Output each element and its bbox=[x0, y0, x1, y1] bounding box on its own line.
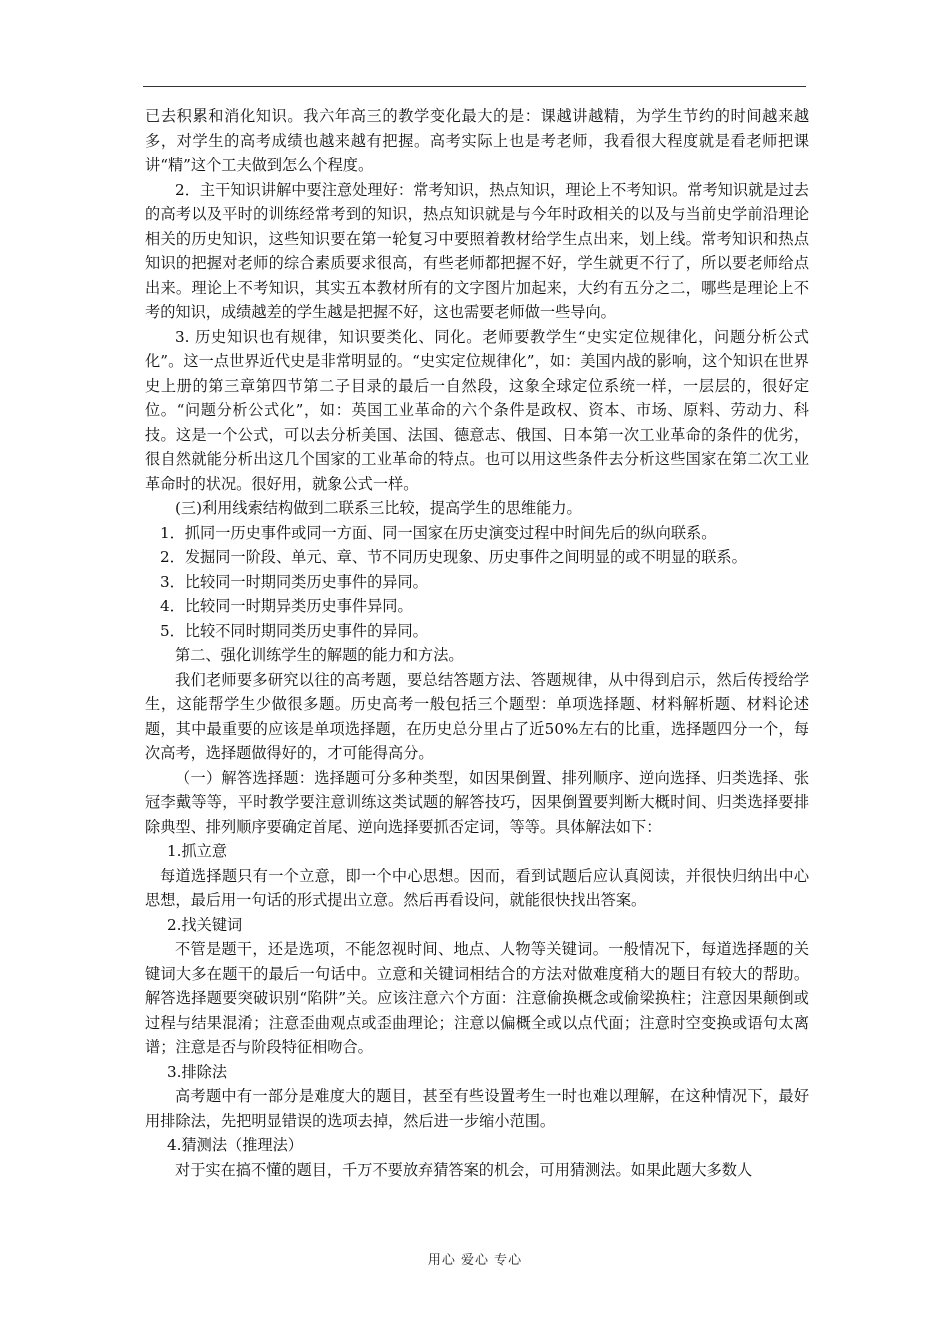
paragraph: 1.抓立意 bbox=[167, 842, 228, 860]
paragraph: 我们老师要多研究以往的高考题，要总结答题方法、答题规律，从中得到启示，然后传授给学生，这能帮学生少做很多题。历史高考一般包括三个题型：单项选择题、材料解析题、材料论述题，其中最重要的应该是单项选择题，在历史总分里占了近50%左右的比重，选择题四分一个，每次高考，选择题做得好的，才可能得高分。 bbox=[145, 670, 809, 762]
paragraph: 每道选择题只有一个立意，即一个中心思想。因而，看到试题后应认真阅读，并很快归纳出中心思想，最后用一句话的形式提出立意。然后再看设问，就能很快找出答案。 bbox=[145, 866, 809, 909]
header-rule bbox=[143, 86, 806, 87]
paragraph: 1．抓同一历史事件或同一方面、同一国家在历史演变过程中时间先后的纵向联系。 bbox=[160, 523, 717, 542]
paragraph: 3.排除法 bbox=[167, 1062, 228, 1081]
page-footer: 用心 爱心 专心 bbox=[427, 1253, 523, 1268]
paragraph: 已去积累和消化知识。我六年高三的教学变化最大的是：课越讲越精，为学生节约的时间越来越多，对学生的高考成绩也越来越有把握。高考实际上也是考老师，我看很大程度就是看老师把课讲“精”这个工夫做到怎么个程度。 bbox=[145, 107, 809, 174]
paragraph: 2.找关键词 bbox=[167, 915, 243, 934]
paragraph: 2．发掘同一阶段、单元、章、节不同历史现象、历史事件之间明显的或不明显的联系。 bbox=[160, 548, 747, 566]
paragraph: (三)利用线索结构做到二联系三比较，提高学生的思维能力。 bbox=[175, 499, 582, 517]
paragraph: 对于实在搞不懂的题目，千万不要放弃猜答案的机会，可用猜测法。如果此题大多数人 bbox=[175, 1160, 753, 1179]
paragraph: 第二、强化训练学生的解题的能力和方法。 bbox=[175, 646, 464, 664]
paragraph: 5．比较不同时期同类历史事件的异同。 bbox=[160, 621, 428, 640]
paragraph: 4.猜测法（推理法） bbox=[167, 1136, 303, 1154]
paragraph: 高考题中有一部分是难度大的题目，甚至有些设置考生一时也难以理解，在这种情况下，最好用排除法，先把明显错误的选项去掉，然后进一步缩小范围。 bbox=[145, 1087, 809, 1130]
paragraph: 3．比较同一时期同类历史事件的异同。 bbox=[160, 572, 428, 591]
paragraph: 3. 历史知识也有规律，知识要类化、同化。老师要教学生“史实定位规律化，问题分析公式化”。这一点世界近代史是非常明显的。“史实定位规律化”，如：美国内战的影响，这个知识在世界史上册的第三章第四节第二子目录的最后一自然段，这象全球定位系统一样，一层层的，很好定位。“问题分析公式化”，如：英国工业革命的六个条件是政权、资本、市场、原料、劳动力、科技。这是一个公式，可以去分析美国、法国、德意志、俄国、日本第一次工业革命的条件的优劣，很自然就能分析出这几个国家的工业革命的特点。也可以用这些条件去分析这些国家在第二次工业革命时的状况。很好用，就象公式一样。 bbox=[145, 327, 809, 493]
document-body bbox=[145, 104, 809, 1182]
paragraph: 不管是题干，还是选项，不能忽视时间、地点、人物等关键词。一般情况下，每道选择题的关键词大多在题干的最后一句话中。立意和关键词相结合的方法对做难度稍大的题目有较大的帮助。解答选择题要突破识别“陷阱”关。应该注意六个方面：注意偷换概念或偷梁换柱；注意因果颠倒或过程与结果混淆；注意歪曲观点或歪曲理论；注意以偏概全或以点代面；注意时空变换或语句太离谱；注意是否与阶段特征相吻合。 bbox=[145, 940, 809, 1056]
paragraph: （一）解答选择题：选择题可分多种类型，如因果倒置、排列顺序、逆向选择、归类选择、张冠李戴等等，平时教学要注意训练这类试题的解答技巧，因果倒置要判断大概时间、归类选择要排除典型、排列顺序要确定首尾、逆向选择要抓否定词，等等。具体解法如下： bbox=[145, 768, 809, 836]
paragraph: 4．比较同一时期异类历史事件异同。 bbox=[160, 597, 413, 615]
paragraph: 2．主干知识讲解中要注意处理好：常考知识，热点知识，理论上不考知识。常考知识就是过去的高考以及平时的训练经常考到的知识，热点知识就是与今年时政相关的以及与当前史学前沿理论相关的历史知识，这些知识要在第一轮复习中要照着教材给学生点出来，划上线。常考知识和热点知识的把握对老师的综合素质要求很高，有些老师都把握不好，学生就更不行了，所以要老师给点出来。理论上不考知识，其实五本教材所有的文字图片加起来，大约有五分之二，哪些是理论上不考的知识，成绩越差的学生越是把握不好，这也需要老师做一些导向。 bbox=[145, 180, 809, 321]
